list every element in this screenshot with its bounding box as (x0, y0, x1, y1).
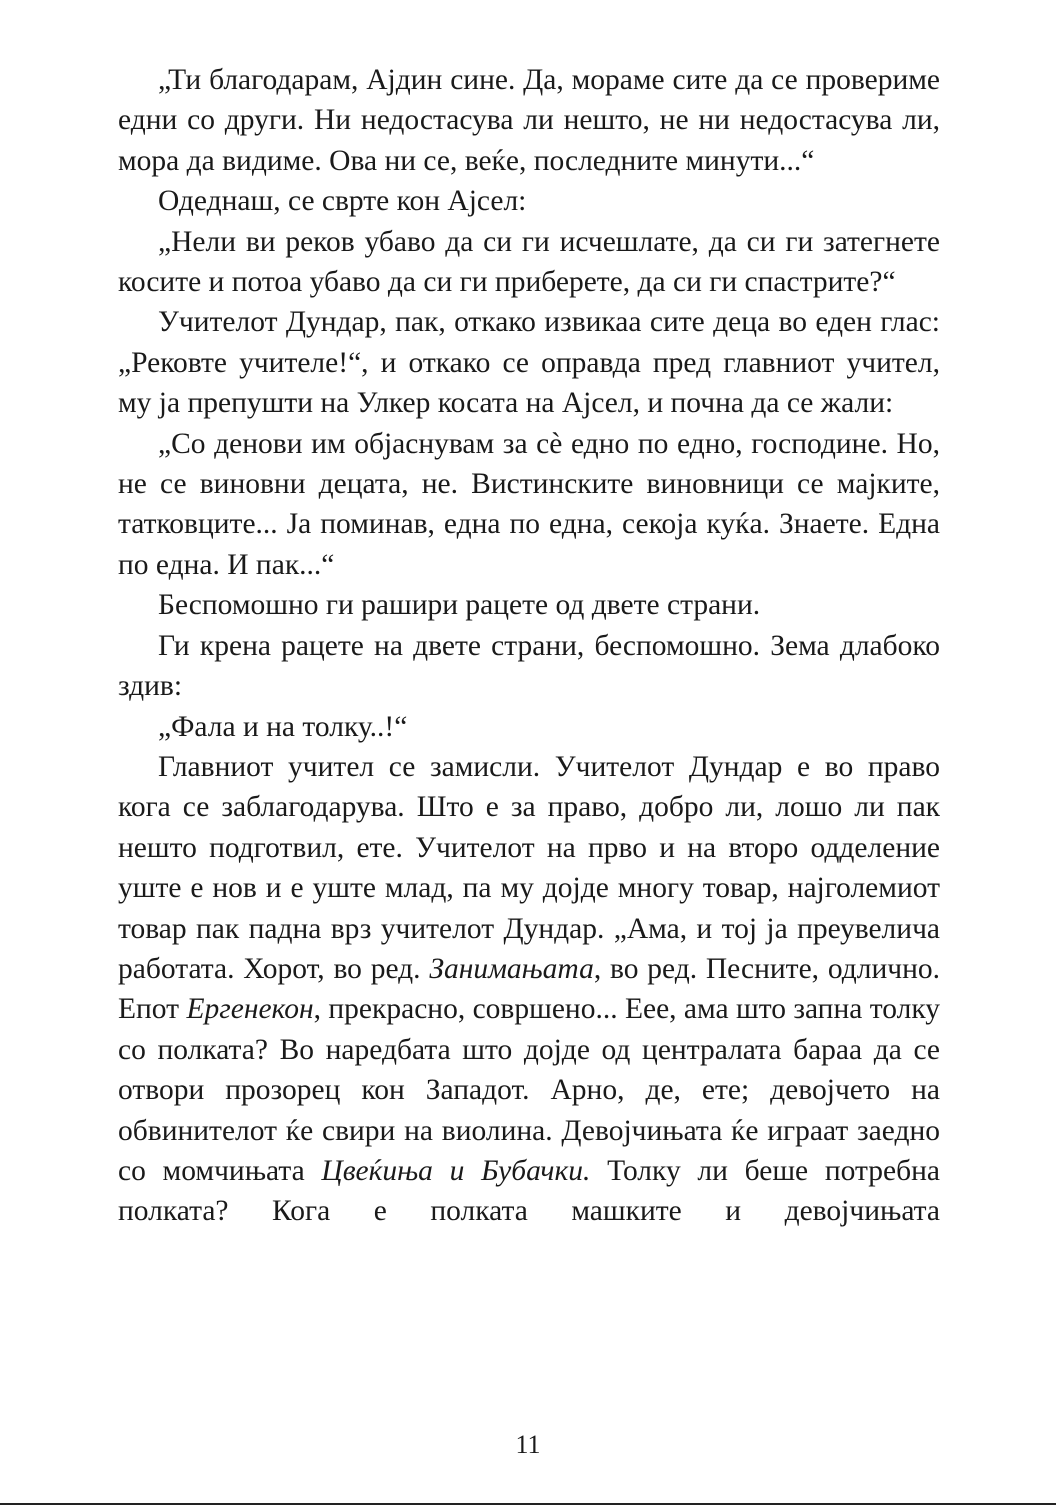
italic-title: Занимањата (429, 952, 594, 985)
italic-title: Ергенекон (186, 993, 314, 1026)
paragraph (118, 626, 940, 707)
text-run: Главниот учител се замисли. Учителот Дундар е во право кога се заблагодарува. Што е за право, добро ли, лошо ли пак нешто подготвил, ете. Учителот на прво и на второ одделение уште е нов и е уште млад, па му дојде многу товар, најголемиот товар пак падна врз учителот Дундар. „Ама, и тој ја преувелича работата. Хорот, во ред. (118, 750, 940, 985)
text-run: , во ред. Песните, одлично. Епот (118, 952, 940, 1026)
paragraph (118, 747, 940, 1232)
paragraph (118, 585, 940, 625)
text-run: „Со денови им објаснувам за сѐ едно по едно, господине. Но, не се виновни децата, не. Вистинските виновници се мајките, татковците... Ја поминав, една по една, секоја куќа. Знаете. Една по една. И пак...“ (118, 427, 940, 581)
paragraph (118, 60, 940, 181)
text-run: „Фала и на толку..!“ (158, 710, 408, 743)
page-bottom-rule (0, 1503, 1056, 1505)
text-run: Одеднаш, се сврте кон Ајсел: (158, 185, 527, 218)
text-run: Беспомошно ги рашири рацете од двете страни. (158, 589, 761, 622)
body-text (118, 60, 940, 1232)
italic-title: Цвеќиња и Бубачки. (321, 1154, 591, 1187)
page-number: 11 (515, 1430, 541, 1459)
paragraph (118, 181, 940, 221)
text-run: „Ти благодарам, Ајдин сине. Да, мораме сите да се провериме едни со други. Ни недостасува ли нешто, не ни недостасува ли, мора да видиме. Ова ни се, веќе, последните минути...“ (118, 64, 940, 177)
text-run: „Нели ви реков убаво да си ги исчешлате, да си ги затегнете косите и потоа убаво да си ги приберете, да си ги спастрите?“ (118, 225, 940, 299)
paragraph (118, 302, 940, 423)
paragraph (118, 424, 940, 586)
paragraph (118, 222, 940, 303)
text-run: , прекрасно, совршено... Еее, ама што запна толку со полката? Во наредбата што дојде од централата бараа да се отвори прозорец кон Западот. Арно, де, ете; девојчето на обвинителот ќе свири на виолина. Девојчињата ќе играат заедно со момчињата (118, 993, 940, 1187)
text-run: Толку ли беше потребна полката? Кога е полката машките и девојчињата (118, 1154, 940, 1228)
text-run: Учителот Дундар, пак, откако извикаа сите деца во еден глас: „Рековте учителе!“, и откако се оправда пред главниот учител, му ја препушти на Улкер косата на Ајсел, и почна да се жали: (118, 306, 940, 420)
paragraph (118, 707, 940, 747)
text-run: Ги крена рацете на двете страни, беспомошно. Зема длабоко здив: (118, 629, 940, 703)
